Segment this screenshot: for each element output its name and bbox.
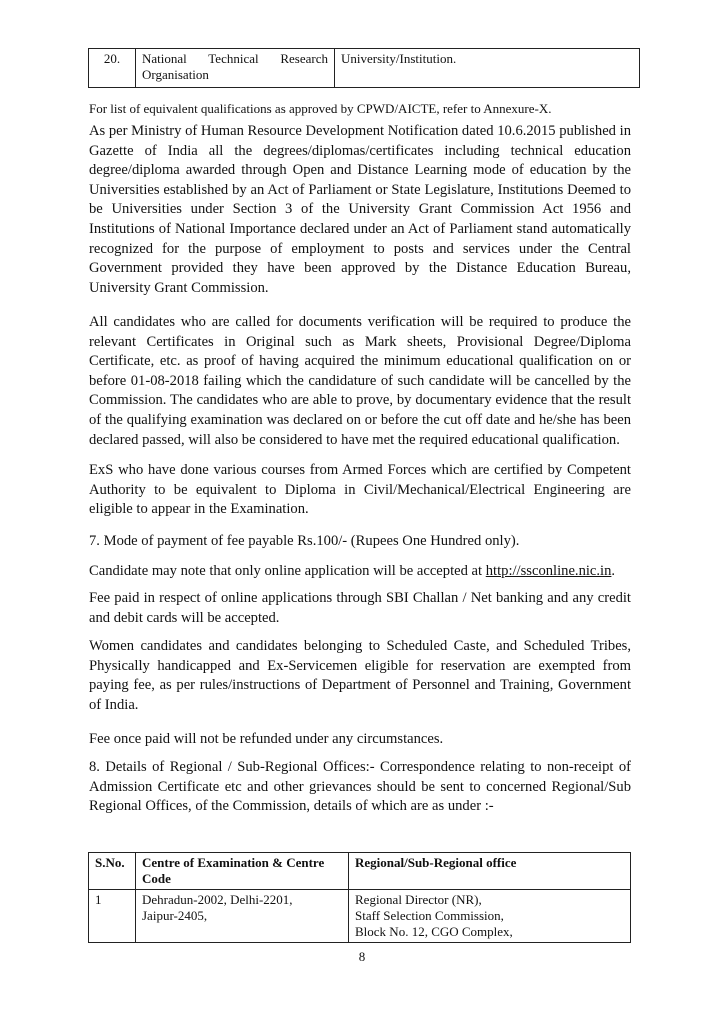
header-office: Regional/Sub-Regional office — [349, 853, 631, 890]
table-header-row — [89, 853, 631, 890]
ssc-online-link[interactable]: http://ssconline.nic.in — [485, 563, 612, 579]
no-refund-paragraph: Fee once paid will not be refunded under any circumstances. — [89, 731, 444, 747]
online-note-end: . — [611, 563, 616, 579]
fee-channels-paragraph: Fee paid in respect of online applications through SBI Challan / Net banking and any credit and debit cards will be accepted. — [89, 590, 631, 626]
row-number: 20. — [89, 49, 136, 88]
header-sno: S.No. — [89, 853, 136, 890]
fee-mode-heading: 7. Mode of payment of fee payable Rs.100/- (Rupees One Hundred only). — [89, 533, 520, 549]
fee-exemption-paragraph: Women candidates and candidates belonging to Scheduled Caste, and Scheduled Tribes, Physically handicapped and Ex-Servicemen eligible for reservation are exempted from paying fee, as per rules/instructions of Department of Personnel and Training, Government of India. — [89, 638, 631, 713]
centre-line: Dehradun-2002, Delhi-2201, — [142, 892, 293, 907]
table-row — [89, 890, 631, 943]
row-sno: 1 — [89, 890, 136, 943]
page-number: 8 — [358, 949, 366, 964]
row-centres — [136, 890, 349, 943]
equivalent-qualifications-note: For list of equivalent qualifications as approved by CPWD/AICTE, refer to Annexure-X. — [89, 101, 552, 116]
institution-table — [88, 48, 640, 88]
regional-offices-paragraph: 8. Details of Regional / Sub-Regional Offices:- Correspondence relating to non-receipt of Admission Certificate etc and other grievances should be sent to concerned Regional/Sub Regional Offices, of the Commission, details of which are as under :- — [89, 759, 631, 815]
centre-line: Jaipur-2405, — [142, 908, 208, 923]
office-line: Block No. 12, CGO Complex, — [355, 924, 513, 939]
regional-office-table — [88, 852, 631, 943]
mhrd-notification-paragraph: As per Ministry of Human Resource Development Notification dated 10.6.2015 published in Gazette of India all the degrees/diplomas/certificates including technical education degree/diploma awarded through Open and Distance Learning mode of education by the Universities established by an Act of Parliament or State Legislature, Institutions Deemed to be Universities under Section 3 of the University Grant Commission Act 1956 and Institutions of National Importance declared under an Act of Parliament stand automatically recognized for the purpose of employment to posts and services under the Central Government provided they have been approved by the Distance Education Bureau, University Grant Commission. — [89, 123, 631, 296]
institution-name: National Technical Research Organisation — [136, 49, 335, 88]
documents-verification-paragraph: All candidates who are called for documents verification will be required to produce the relevant Certificates in Original such as Mark sheets, Provisional Degree/Diploma Certificate, etc. as proof of having acquired the minimum educational qualification on or before 01-08-2018 failing which the candidature of such candidate will be cancelled by the Commission. The candidates who are able to prove, by documentary evidence that the result of the qualifying examination was declared on or before the cut off date and he/she has been declared passed, will also be considered to have met the required educational qualification. — [89, 314, 631, 448]
table-row — [89, 49, 640, 88]
online-note-text: Candidate may note that only online application will be accepted at — [89, 563, 486, 579]
exs-courses-paragraph: ExS who have done various courses from Armed Forces which are certified by Competent Authority to be equivalent to Diploma in Civil/Mechanical/Electrical Engineering are eligible to appear in the Examination. — [89, 462, 631, 518]
row-office — [349, 890, 631, 943]
header-centre: Centre of Examination & Centre Code — [136, 853, 349, 890]
online-application-paragraph — [89, 562, 631, 582]
institution-type: University/Institution. — [335, 49, 640, 88]
office-line: Staff Selection Commission, — [355, 908, 504, 923]
office-line: Regional Director (NR), — [355, 892, 482, 907]
